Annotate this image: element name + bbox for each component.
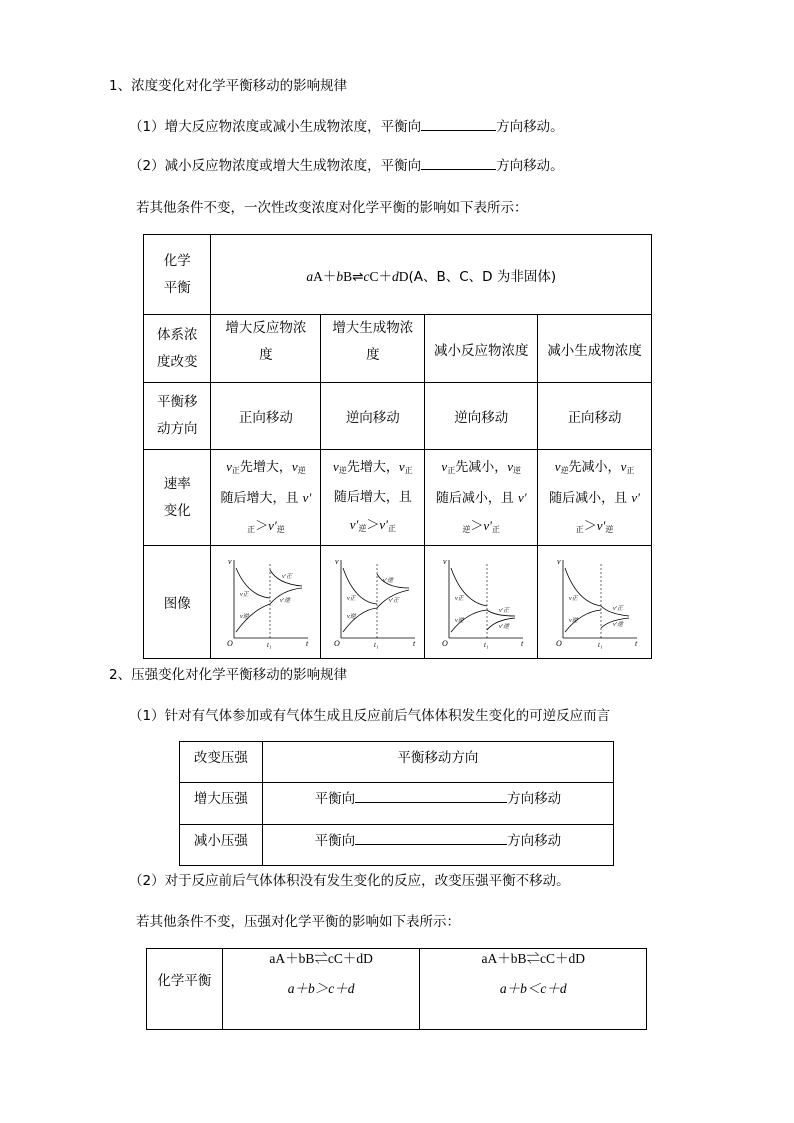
condition-less: aA＋bB⇌cC＋dD a＋b＜c＋d [420, 949, 647, 1030]
item2-prefix: （2）减小反应物浓度或增大生成物浓度，平衡向 [129, 158, 422, 174]
section2-item1: （1）针对有气体参加或有气体生成且反应前后气体体积发生变化的可逆反应而言 [129, 708, 611, 724]
pressure-table [179, 741, 614, 866]
cell-decrease-reactant: 减小反应物浓度 [425, 315, 538, 383]
rate-time-graph-1 [218, 554, 314, 650]
section1-item1 [129, 115, 564, 135]
svg-text:v′逆: v′逆 [279, 598, 290, 604]
svg-text:t₁: t₁ [484, 641, 489, 649]
svg-text:v′正: v′正 [612, 606, 623, 612]
label-increase-pressure: 增大压强 [180, 783, 263, 825]
label-rate-change: 速率 变化 [144, 450, 211, 546]
svg-text:v′逆: v′逆 [382, 578, 393, 584]
svg-text:v′正: v′正 [499, 608, 510, 614]
v-axis-label: v [227, 557, 232, 566]
decrease-pressure-answer: 平衡向 方向移动 [262, 825, 613, 866]
svg-text:v逆: v逆 [239, 614, 249, 620]
rate-cell-4: $v_逆$先减小，$v_正$ 随后减小，且 v′ $_正>v'_逆$ [538, 450, 652, 546]
label-equilibrium-2: 化学平衡 [147, 949, 223, 1030]
svg-text:v正: v正 [346, 596, 356, 602]
section2-heading: 2、压强变化对化学平衡移动的影响规律 [109, 667, 348, 683]
origin-label: O [226, 639, 233, 648]
section1-item2 [129, 154, 564, 174]
decrease-pressure-blank[interactable] [355, 830, 507, 845]
table-row-graph [144, 546, 652, 659]
rate-time-graph-3 [433, 554, 529, 650]
svg-text:v正: v正 [239, 592, 249, 598]
svg-text:v: v [556, 557, 561, 566]
cell-forward-shift-2: 正向移动 [538, 383, 652, 450]
t1-label: t₁ [266, 641, 272, 649]
cell-increase-product: 增大生成物浓 度 [321, 315, 425, 383]
svg-text:v: v [334, 557, 339, 566]
rate-time-graph-4 [547, 554, 643, 650]
table-row-rate-change [144, 450, 652, 546]
increase-pressure-blank[interactable] [355, 788, 507, 803]
label-shift-direction: 平衡移 动方向 [144, 383, 211, 450]
graph-cell-3 [425, 546, 538, 659]
section2-item2: （2）对于反应前后气体体积没有发生变化的反应，改变压强平衡不移动。 [129, 873, 570, 889]
svg-text:t: t [412, 639, 416, 648]
svg-text:v′正: v′正 [281, 574, 292, 580]
pressure-effect-table [146, 948, 647, 1030]
table-row-concentration-change [144, 315, 652, 383]
graph-cell-2 [321, 546, 425, 659]
item1-answer-blank[interactable] [421, 116, 496, 131]
svg-text:O: O [442, 639, 448, 648]
rate-cell-2: $v_逆$先增大，$v_正$ 随后增大，且 $v'_逆>v'_正$ [321, 450, 425, 546]
reaction-equation: aA＋bB⇌cC＋dD(A、B、C、D 为非固体) [211, 235, 652, 315]
label-decrease-pressure: 减小压强 [180, 825, 263, 866]
item2-answer-blank[interactable] [421, 155, 496, 170]
rate-cell-3: $v_正$先减小，$v_逆$ 随后减小，且 v′ $_逆>v'_正$ [425, 450, 538, 546]
section2-intro: 若其他条件不变，压强对化学平衡的影响如下表所示： [136, 914, 460, 930]
t-label: t [305, 639, 309, 648]
rate-time-graph-2 [325, 554, 421, 650]
item2-suffix: 方向移动。 [496, 158, 564, 174]
svg-text:t: t [634, 639, 637, 648]
svg-text:v: v [443, 557, 447, 566]
svg-text:v正: v正 [568, 596, 578, 602]
svg-text:v′正: v′正 [388, 598, 399, 604]
graph-cell-1 [211, 546, 321, 659]
item1-prefix: （1）增大反应物浓度或减小生成物浓度，平衡向 [129, 119, 422, 135]
concentration-table [143, 234, 652, 659]
graph-cell-4 [538, 546, 652, 659]
label-concentration-change: 体系浓 度改变 [144, 315, 211, 383]
svg-text:v逆: v逆 [568, 618, 578, 624]
cell-reverse-shift-1: 逆向移动 [321, 383, 425, 450]
svg-text:v逆: v逆 [455, 618, 464, 624]
cell-decrease-product: 减小生成物浓度 [538, 315, 652, 383]
item1-suffix: 方向移动。 [496, 119, 564, 135]
label-equilibrium: 化学 平衡 [144, 235, 211, 315]
svg-text:O: O [333, 639, 340, 648]
svg-text:v逆: v逆 [346, 614, 356, 620]
svg-text:t₁: t₁ [597, 641, 602, 649]
cell-reverse-shift-2: 逆向移动 [425, 383, 538, 450]
cell-increase-reactant: 增大反应物浓 度 [211, 315, 321, 383]
svg-text:v′逆: v′逆 [612, 622, 623, 628]
increase-pressure-answer: 平衡向 方向移动 [262, 783, 613, 825]
section1-intro: 若其他条件不变，一次性改变浓度对化学平衡的影响如下表所示： [136, 200, 528, 216]
condition-greater: aA＋bB⇌cC＋dD a＋b＞c＋d [222, 949, 420, 1030]
label-graph: 图像 [144, 546, 211, 659]
svg-text:v正: v正 [455, 596, 464, 602]
section1-heading: 1、浓度变化对化学平衡移动的影响规律 [109, 78, 348, 94]
svg-text:O: O [555, 639, 562, 648]
svg-text:t: t [521, 639, 524, 648]
svg-text:t₁: t₁ [373, 641, 379, 649]
header-shift-direction: 平衡移动方向 [262, 742, 613, 783]
table-row-equilibrium [144, 235, 652, 315]
svg-text:v′逆: v′逆 [499, 624, 510, 630]
header-pressure-change: 改变压强 [180, 742, 263, 783]
table-row-shift-direction [144, 383, 652, 450]
cell-forward-shift-1: 正向移动 [211, 383, 321, 450]
rate-cell-1: $v_正$先增大，$v_逆$ 随后增大，且 v′ $_正>v'_逆$ [211, 450, 321, 546]
